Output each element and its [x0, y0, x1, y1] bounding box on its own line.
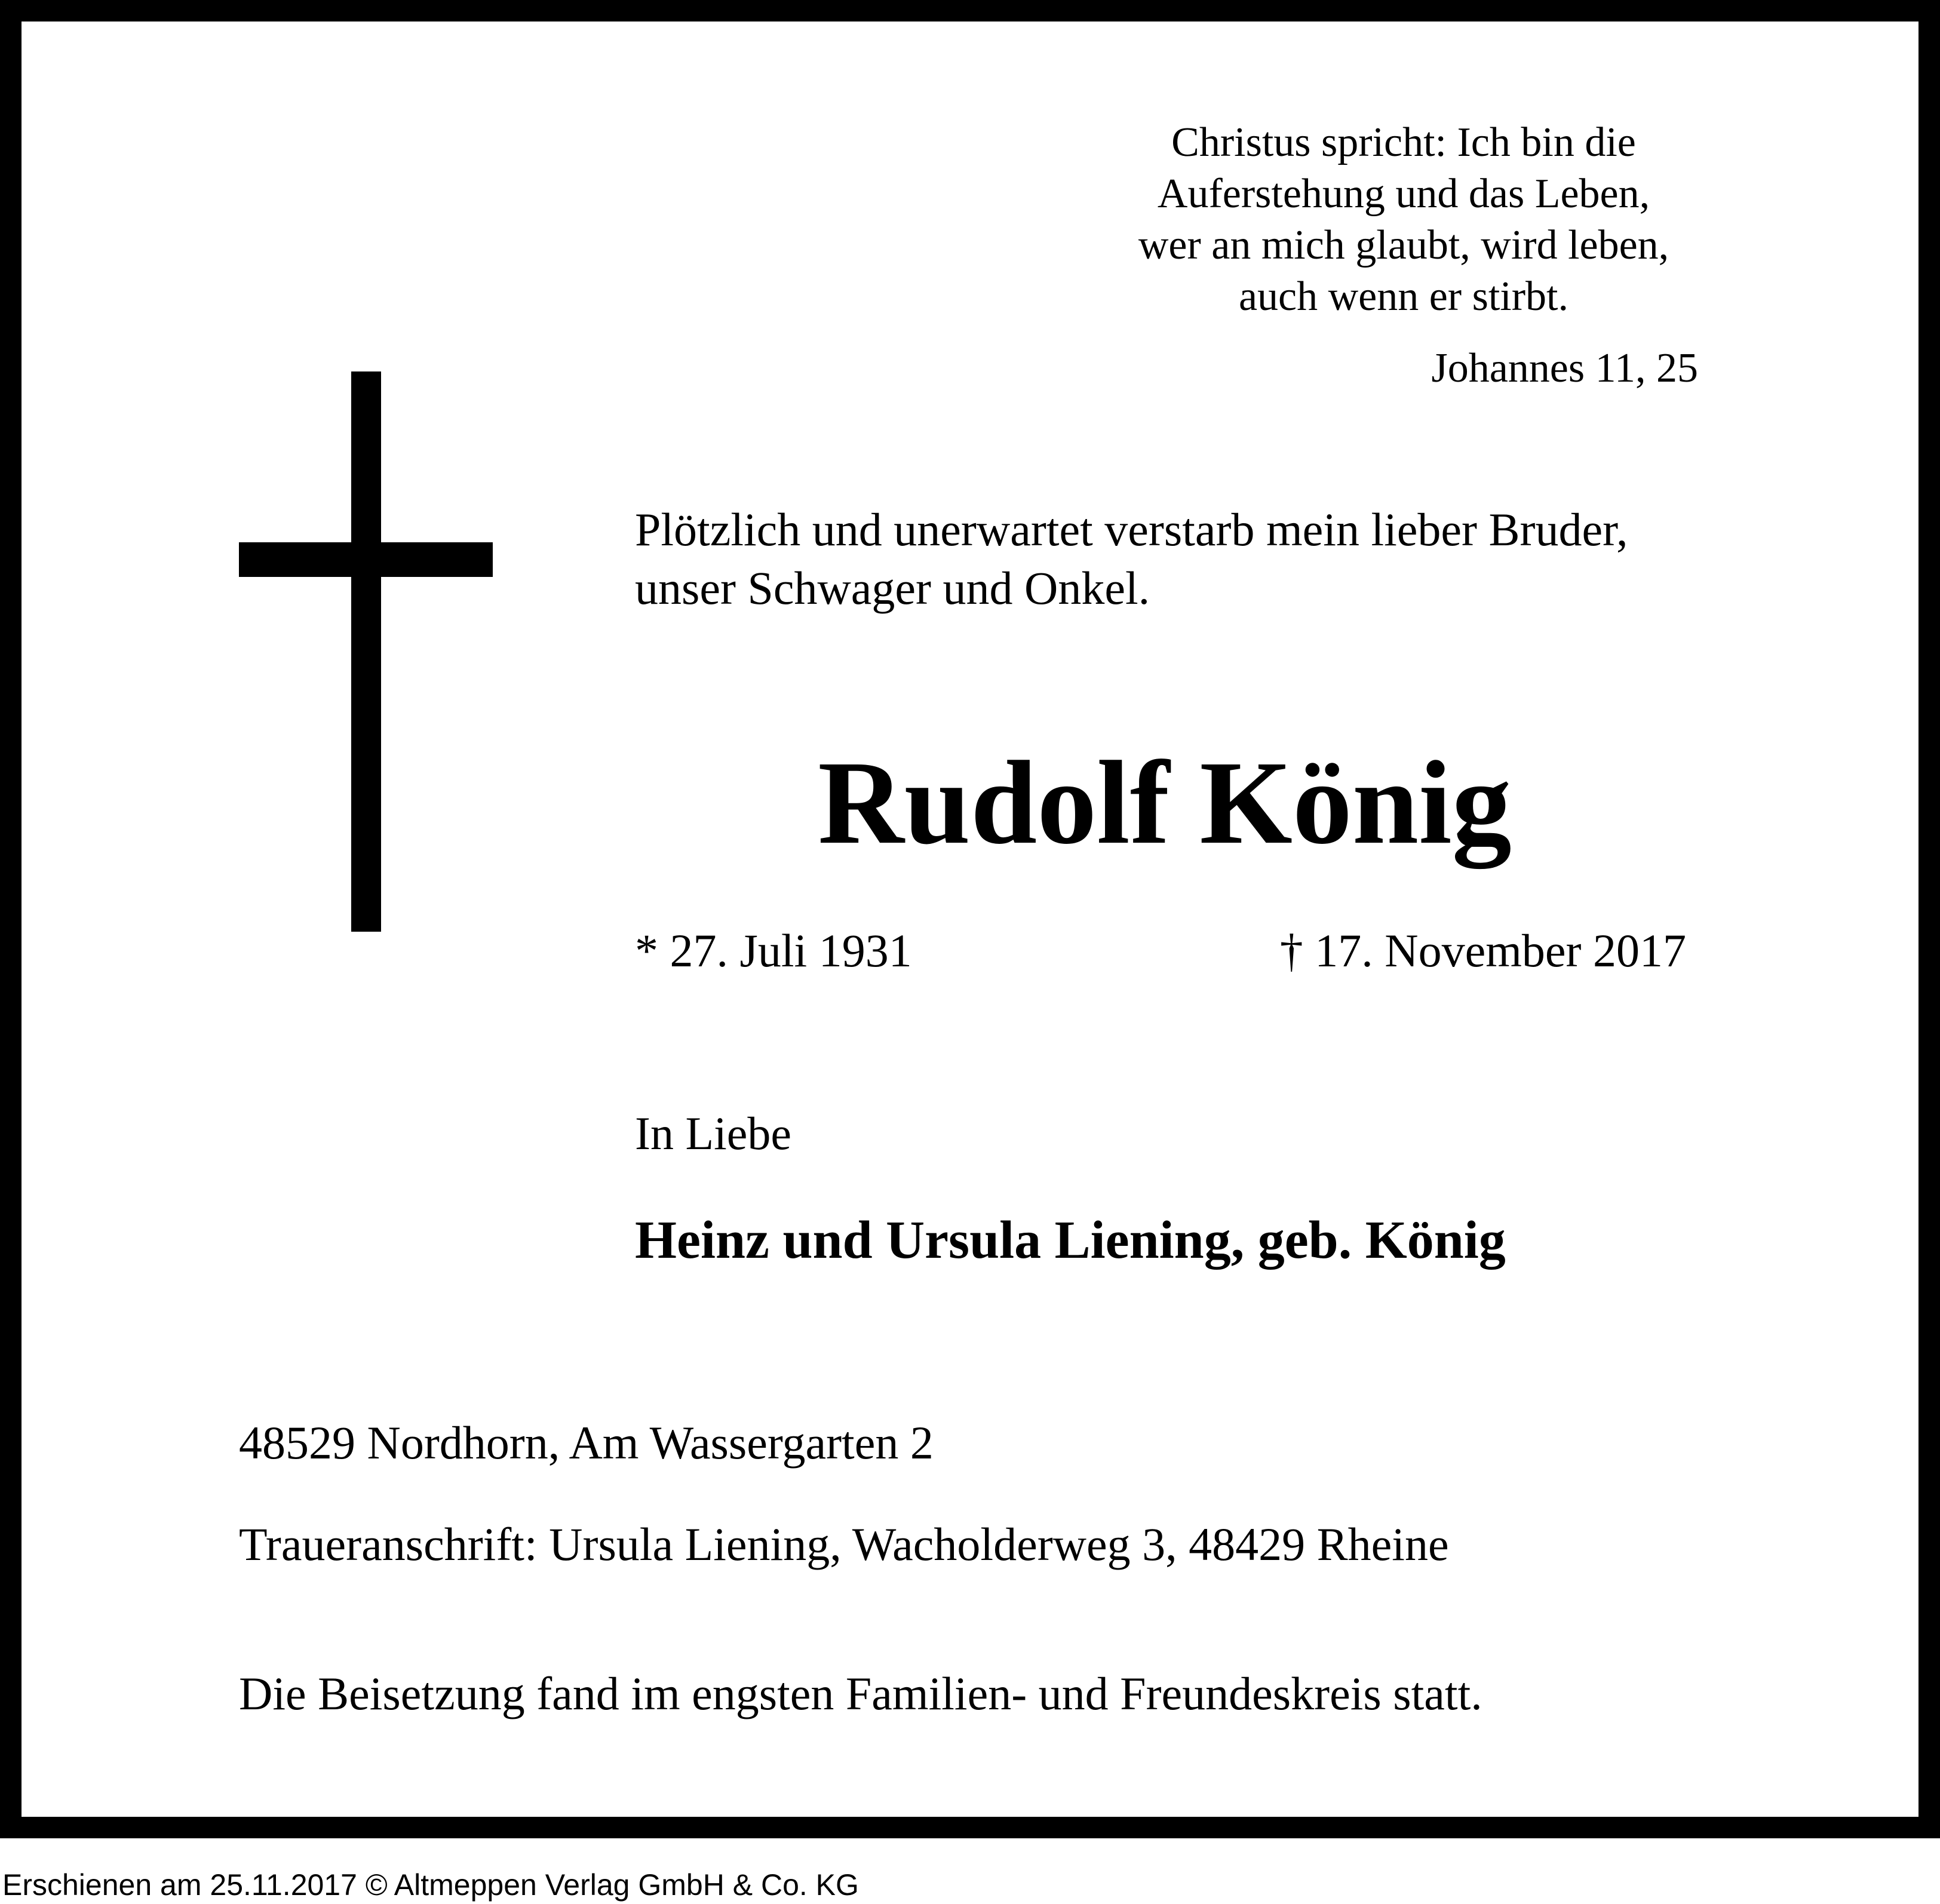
- burial-notice: Die Beisetzung fand im engsten Familien- und Freundeskreis statt.: [239, 1667, 1482, 1719]
- residence-address: 48529 Nordhorn, Am Wassergarten 2: [239, 1417, 934, 1469]
- bible-verse: [1075, 117, 1732, 323]
- death-date: † 17. November 2017: [1279, 925, 1686, 976]
- cross-vertical-bar: [351, 371, 381, 932]
- deceased-name: Rudolf König: [818, 737, 1512, 869]
- mourners-names: Heinz und Ursula Liening, geb. König: [635, 1211, 1506, 1270]
- in-love-text: In Liebe: [635, 1107, 792, 1159]
- verse-reference: Johannes 11, 25: [1431, 345, 1698, 391]
- publication-footer: Erschienen am 25.11.2017 © Altmeppen Verlag GmbH & Co. KG: [2, 1868, 859, 1902]
- intro-line: Plötzlich und unerwartet verstarb mein lieber Bruder,: [635, 503, 1628, 555]
- birth-date: * 27. Juli 1931: [635, 925, 912, 976]
- mourning-address: Traueranschrift: Ursula Liening, Wacholderweg 3, 48429 Rheine: [239, 1518, 1449, 1570]
- verse-line: Auferstehung und das Leben,: [1157, 171, 1650, 217]
- intro-text: [635, 500, 1628, 618]
- intro-line: unser Schwager und Onkel.: [635, 562, 1150, 614]
- cross-horizontal-bar: [239, 542, 493, 577]
- verse-line: wer an mich glaubt, wird leben,: [1138, 222, 1669, 268]
- verse-line: auch wenn er stirbt.: [1238, 274, 1569, 320]
- verse-line: Christus spricht: Ich bin die: [1171, 119, 1636, 165]
